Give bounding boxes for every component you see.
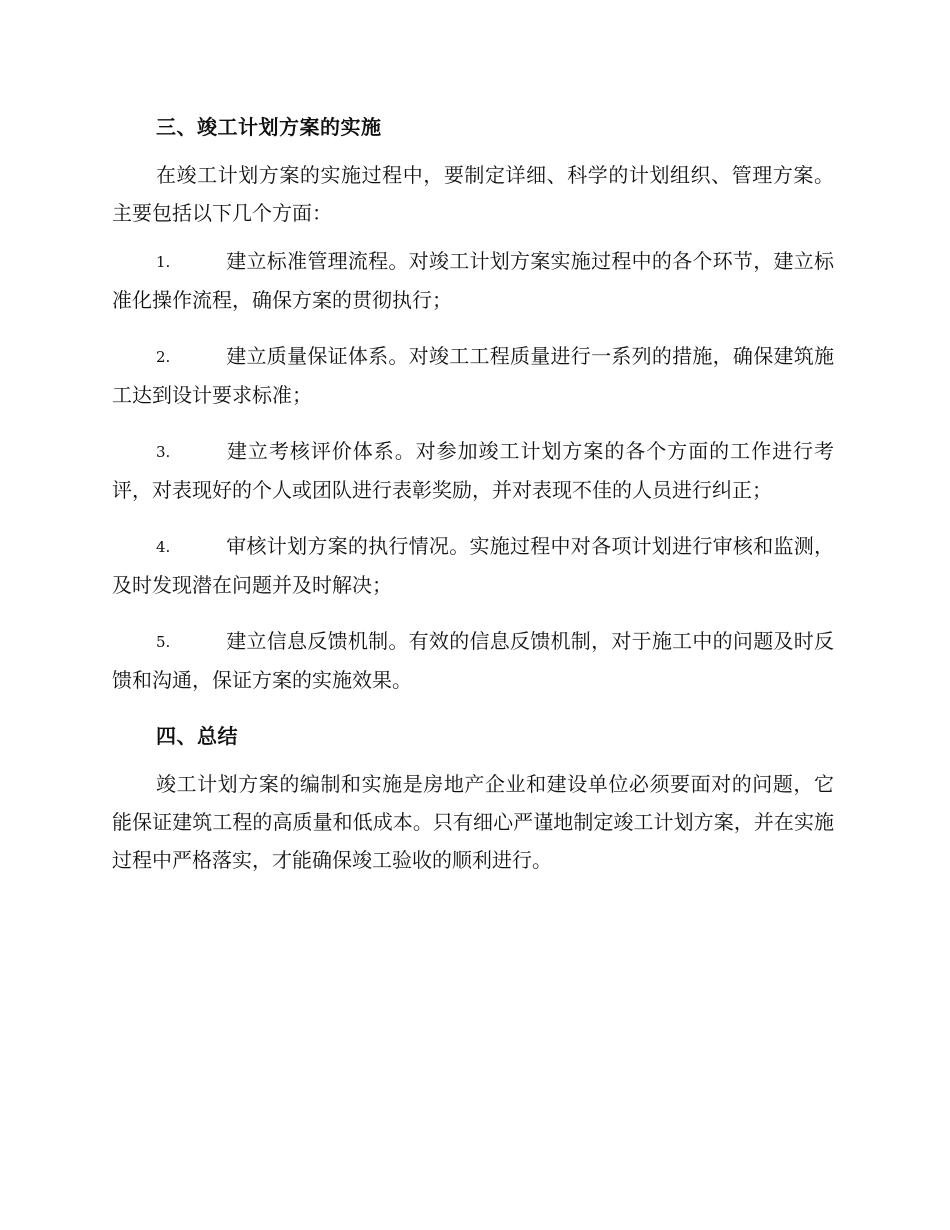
list-item: [112, 622, 834, 699]
list-item-number: 3.: [156, 443, 171, 461]
section-heading: 三、竣工计划方案的实施: [156, 115, 382, 139]
list-item-text: 建立质量保证体系。对竣工工程质量进行一系列的措施，确保建筑施工达到设计要求标准；: [112, 344, 834, 407]
list-item-number: 5.: [156, 633, 171, 651]
list-item-text: 建立标准管理流程。对竣工计划方案实施过程中的各个环节，建立标准化操作流程，确保方案的贯彻执行；: [112, 249, 834, 312]
list-item-text: 审核计划方案的执行情况。实施过程中对各项计划进行审核和监测，及时发现潜在问题并及时解决；: [112, 534, 834, 597]
section-heading: 四、总结: [156, 724, 238, 748]
list-item-text: 建立考核评价体系。对参加竣工计划方案的各个方面的工作进行考评，对表现好的个人或团队进行表彰奖励，并对表现不佳的人员进行纠正；: [112, 439, 834, 502]
list-item-number: 2.: [156, 348, 171, 366]
list-item: [112, 527, 834, 604]
list-item: [112, 432, 834, 509]
section-intro-paragraph: 在竣工计划方案的实施过程中，要制定详细、科学的计划组织、管理方案。主要包括以下几个方面：: [112, 163, 834, 225]
summary-paragraph: 竣工计划方案的编制和实施是房地产企业和建设单位必须要面对的问题，它能保证建筑工程的高质量和低成本。只有细心严谨地制定竣工计划方案，并在实施过程中严格落实，才能确保竣工验收的顺利进行。: [112, 772, 834, 872]
list-item-text: 建立信息反馈机制。有效的信息反馈机制，对于施工中的问题及时反馈和沟通，保证方案的实施效果。: [112, 629, 834, 692]
document-page: [112, 108, 834, 889]
list-item: [112, 242, 834, 319]
list-item-number: 1.: [156, 253, 171, 271]
list-item-number: 4.: [156, 538, 171, 556]
list-item: [112, 337, 834, 414]
